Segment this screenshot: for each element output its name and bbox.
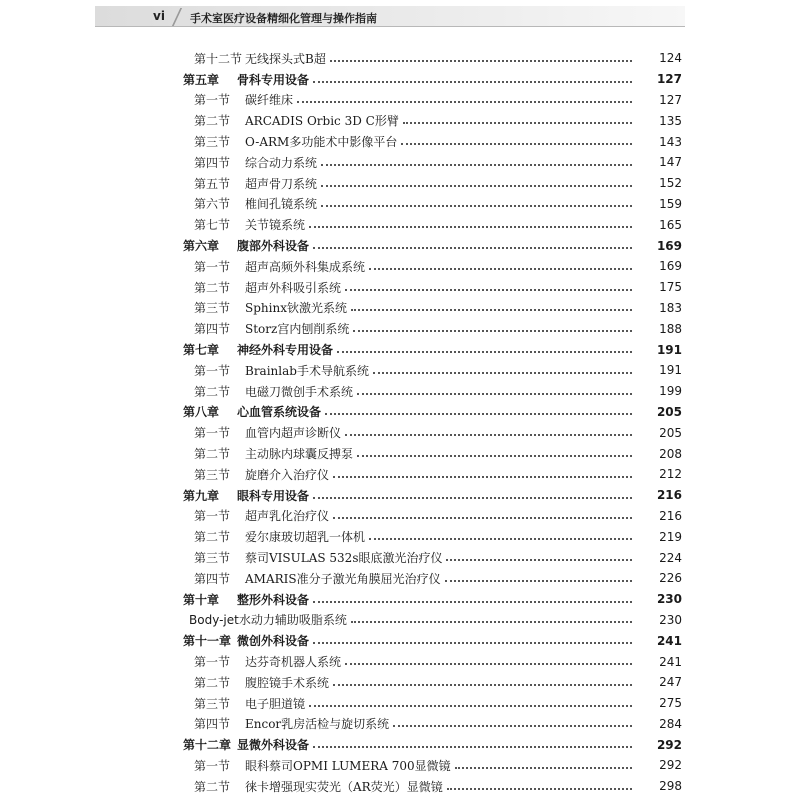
toc-entry-title: AMARIS准分子激光角膜屈光治疗仪 xyxy=(245,571,441,586)
dot-leader xyxy=(333,683,632,686)
toc-entry-number: 第二节 xyxy=(194,114,231,129)
toc-section-row[interactable] xyxy=(0,90,800,111)
toc-section-row[interactable] xyxy=(0,152,800,173)
toc-entry-number: 第一节 xyxy=(194,93,231,108)
dot-leader xyxy=(455,766,632,769)
toc-entry-title: 碳纤维床 xyxy=(245,93,294,108)
toc-entry-title: 腹部外科设备 xyxy=(237,239,310,254)
toc-entry-number: 第一节 xyxy=(194,655,231,669)
toc-chapter-row[interactable] xyxy=(0,402,800,423)
dot-leader xyxy=(353,329,632,332)
toc-section-row[interactable] xyxy=(0,714,800,735)
toc-section-row[interactable] xyxy=(0,776,800,797)
dot-leader xyxy=(333,475,632,478)
toc-page-number: 216 xyxy=(659,508,682,523)
toc-entry-title: Body-jet水动力辅助吸脂系统 xyxy=(189,613,347,628)
toc-entry-number: 第二节 xyxy=(194,280,231,295)
toc-page-number: 191 xyxy=(656,342,682,357)
table-of-contents xyxy=(0,48,800,797)
toc-section-row[interactable] xyxy=(0,298,800,319)
toc-section-row[interactable] xyxy=(0,214,800,235)
toc-entry-number: 第三节 xyxy=(194,551,231,566)
toc-entry-title: 关节镜系统 xyxy=(245,218,306,233)
toc-entry-number: 第五章 xyxy=(183,72,220,87)
toc-entry-title: 腹腔镜手术系统 xyxy=(245,675,330,690)
header-divider xyxy=(170,8,184,26)
toc-entry-number: 第一节 xyxy=(194,363,231,378)
toc-page-number: 205 xyxy=(659,425,682,440)
toc-entry-title: 徕卡增强现实荧光（AR荧光）显微镜 xyxy=(245,779,443,794)
toc-section-row[interactable] xyxy=(0,256,800,277)
toc-page-number: 212 xyxy=(659,467,682,482)
toc-entry-title: 爱尔康玻切超乳一体机 xyxy=(245,530,366,545)
toc-entry-title: 神经外科专用设备 xyxy=(237,343,334,358)
toc-entry-number: 第三节 xyxy=(194,135,231,150)
dot-leader xyxy=(357,392,632,395)
toc-page-number: 127 xyxy=(659,92,682,107)
toc-entry-number: 第一节 xyxy=(194,509,231,524)
toc-page-number: 241 xyxy=(656,633,682,648)
toc-entry-number: 第六节 xyxy=(194,197,231,212)
toc-entry-number: 第七章 xyxy=(183,343,220,358)
dot-leader xyxy=(447,787,632,790)
dot-leader xyxy=(313,80,632,83)
toc-entry-title: 旋磨介入治疗仪 xyxy=(245,467,330,482)
book-title: 手术室医疗设备精细化管理与操作指南 xyxy=(190,12,377,25)
toc-entry-number: 第七节 xyxy=(194,218,231,233)
toc-section-row[interactable] xyxy=(0,506,800,527)
dot-leader xyxy=(321,204,632,207)
dot-leader xyxy=(297,100,632,103)
toc-chapter-row[interactable] xyxy=(0,589,800,610)
dot-leader xyxy=(345,433,632,436)
toc-entry-title: Sphinx钬激光系统 xyxy=(245,301,347,316)
toc-section-row[interactable] xyxy=(0,610,800,631)
toc-page-number: 124 xyxy=(659,51,682,66)
dot-leader xyxy=(330,59,632,62)
toc-entry-title: 电磁刀微创手术系统 xyxy=(245,384,354,399)
toc-page-number: 135 xyxy=(659,113,682,128)
toc-page-number: 152 xyxy=(659,176,682,191)
dot-leader xyxy=(369,267,632,270)
toc-chapter-row[interactable] xyxy=(0,630,800,651)
dot-leader xyxy=(309,225,632,228)
dot-leader xyxy=(357,454,632,457)
dot-leader xyxy=(445,579,632,582)
dot-leader xyxy=(351,308,632,311)
toc-section-row[interactable] xyxy=(0,360,800,381)
dot-leader xyxy=(333,516,632,519)
toc-entry-number: 第二节 xyxy=(194,675,231,690)
toc-page-number: 216 xyxy=(656,488,682,503)
toc-section-row[interactable] xyxy=(0,131,800,152)
toc-entry-number: 第八章 xyxy=(183,405,220,420)
toc-entry-number: 第十二章 xyxy=(183,738,232,753)
toc-entry-number: 第一节 xyxy=(194,758,231,773)
toc-page-number: 169 xyxy=(659,259,682,274)
toc-page-number: 188 xyxy=(659,321,682,336)
toc-chapter-row[interactable] xyxy=(0,235,800,256)
toc-entry-number: 第一节 xyxy=(194,259,231,274)
toc-entry-number: 第十一章 xyxy=(183,634,232,649)
toc-entry-number: 第十章 xyxy=(183,592,220,607)
toc-page-number: 199 xyxy=(659,384,682,399)
toc-entry-number: 第三节 xyxy=(194,467,231,482)
dot-leader xyxy=(345,662,632,665)
toc-entry-title: 血管内超声诊断仪 xyxy=(245,426,342,441)
toc-entry-number: 第二节 xyxy=(194,530,231,545)
toc-page-number: 284 xyxy=(659,716,682,731)
toc-entry-title: 主动脉内球囊反搏泵 xyxy=(245,447,354,462)
toc-entry-number: 第二节 xyxy=(194,779,231,794)
page-number: vi xyxy=(153,9,165,23)
dot-leader xyxy=(313,641,632,644)
toc-page-number: 175 xyxy=(659,280,682,295)
toc-entry-number: 第十二节 xyxy=(194,51,243,66)
toc-entry-number: 第九章 xyxy=(183,488,220,503)
toc-page-number: 247 xyxy=(659,675,682,690)
toc-section-row[interactable] xyxy=(0,173,800,194)
toc-entry-title: 椎间孔镜系统 xyxy=(245,197,318,212)
toc-page-number: 219 xyxy=(659,529,682,544)
dot-leader xyxy=(313,496,632,499)
toc-page-number: 241 xyxy=(659,654,682,669)
dot-leader xyxy=(313,745,632,748)
toc-section-row[interactable] xyxy=(0,755,800,776)
toc-section-row[interactable] xyxy=(0,381,800,402)
toc-page-number: 183 xyxy=(659,300,682,315)
toc-page-number: 292 xyxy=(659,758,682,773)
toc-entry-title: 达芬奇机器人系统 xyxy=(245,655,342,669)
toc-page-number: 169 xyxy=(656,238,682,253)
toc-section-row[interactable] xyxy=(0,277,800,298)
toc-section-row[interactable] xyxy=(0,48,800,69)
toc-entry-title: 超声外科吸引系统 xyxy=(245,280,342,295)
toc-entry-number: 第四节 xyxy=(194,322,231,337)
toc-page-number: 147 xyxy=(659,155,682,170)
toc-page-number: 205 xyxy=(656,404,682,419)
toc-page-number: 208 xyxy=(659,446,682,461)
toc-chapter-row[interactable] xyxy=(0,69,800,90)
toc-section-row[interactable] xyxy=(0,672,800,693)
toc-section-row[interactable] xyxy=(0,526,800,547)
dot-leader xyxy=(373,371,632,374)
toc-entry-title: 无线探头式B超 xyxy=(245,51,326,66)
toc-entry-title: 蔡司VISULAS 532s眼底激光治疗仪 xyxy=(245,551,443,566)
toc-entry-title: 微创外科设备 xyxy=(237,634,310,649)
toc-entry-title: O-ARM多功能术中影像平台 xyxy=(245,135,398,150)
dot-leader xyxy=(446,558,632,561)
toc-page-number: 127 xyxy=(656,72,682,87)
dot-leader xyxy=(337,350,632,353)
toc-entry-title: 骨科专用设备 xyxy=(237,72,310,87)
toc-section-row[interactable] xyxy=(0,194,800,215)
toc-entry-title: 眼科专用设备 xyxy=(237,488,310,503)
toc-chapter-row[interactable] xyxy=(0,734,800,755)
toc-entry-title: 超声骨刀系统 xyxy=(245,176,318,191)
toc-page-number: 230 xyxy=(656,592,682,607)
dot-leader xyxy=(321,163,632,166)
toc-page-number: 230 xyxy=(659,612,682,627)
toc-page-number: 224 xyxy=(659,550,682,565)
toc-section-row[interactable] xyxy=(0,318,800,339)
toc-entry-title: 心血管系统设备 xyxy=(237,405,322,420)
dot-leader xyxy=(345,288,632,291)
dot-leader xyxy=(309,704,632,707)
toc-page-number: 191 xyxy=(659,363,682,378)
toc-entry-number: 第四节 xyxy=(194,717,231,732)
toc-entry-title: 电子胆道镜 xyxy=(245,696,306,711)
dot-leader xyxy=(321,184,632,187)
toc-entry-title: 综合动力系统 xyxy=(245,155,318,170)
toc-entry-title: ARCADIS Orbic 3D C形臂 xyxy=(245,114,399,129)
toc-entry-title: 超声高频外科集成系统 xyxy=(245,259,366,274)
toc-entry-title: 眼科蔡司OPMI LUMERA 700显微镜 xyxy=(245,758,451,773)
toc-page-number: 159 xyxy=(659,196,682,211)
dot-leader xyxy=(393,724,632,727)
toc-page-number: 298 xyxy=(659,779,682,794)
toc-section-row[interactable] xyxy=(0,693,800,714)
dot-leader xyxy=(401,142,632,145)
dot-leader xyxy=(313,246,632,249)
toc-page-number: 143 xyxy=(659,134,682,149)
toc-section-row[interactable] xyxy=(0,568,800,589)
toc-section-row[interactable] xyxy=(0,464,800,485)
toc-page-number: 226 xyxy=(659,571,682,586)
toc-section-row[interactable] xyxy=(0,110,800,131)
toc-section-row[interactable] xyxy=(0,443,800,464)
toc-page-number: 275 xyxy=(659,696,682,711)
toc-entry-number: 第二节 xyxy=(194,447,231,462)
dot-leader xyxy=(325,412,632,415)
toc-entry-number: 第三节 xyxy=(194,696,231,711)
toc-section-row[interactable] xyxy=(0,547,800,568)
toc-section-row[interactable] xyxy=(0,651,800,672)
dot-leader xyxy=(313,600,632,603)
toc-chapter-row[interactable] xyxy=(0,339,800,360)
toc-entry-number: 第六章 xyxy=(183,239,220,254)
toc-entry-number: 第四节 xyxy=(194,571,231,586)
toc-entry-title: Brainlab手术导航系统 xyxy=(245,363,369,378)
toc-section-row[interactable] xyxy=(0,422,800,443)
toc-entry-number: 第四节 xyxy=(194,155,231,170)
toc-entry-number: 第五节 xyxy=(194,176,231,191)
toc-entry-title: 整形外科设备 xyxy=(237,592,310,607)
dot-leader xyxy=(369,537,632,540)
toc-entry-title: Encor乳房活检与旋切系统 xyxy=(245,717,390,732)
toc-entry-title: Storz宫内刨削系统 xyxy=(245,322,350,337)
toc-entry-title: 超声乳化治疗仪 xyxy=(245,509,330,524)
toc-entry-number: 第二节 xyxy=(194,384,231,399)
toc-entry-number: 第一节 xyxy=(194,426,231,441)
toc-page-number: 165 xyxy=(659,217,682,232)
toc-page-number: 292 xyxy=(656,737,682,752)
dot-leader xyxy=(351,620,632,623)
toc-entry-title: 显微外科设备 xyxy=(237,738,310,753)
dot-leader xyxy=(403,121,632,124)
toc-chapter-row[interactable] xyxy=(0,485,800,506)
toc-entry-number: 第三节 xyxy=(194,301,231,316)
